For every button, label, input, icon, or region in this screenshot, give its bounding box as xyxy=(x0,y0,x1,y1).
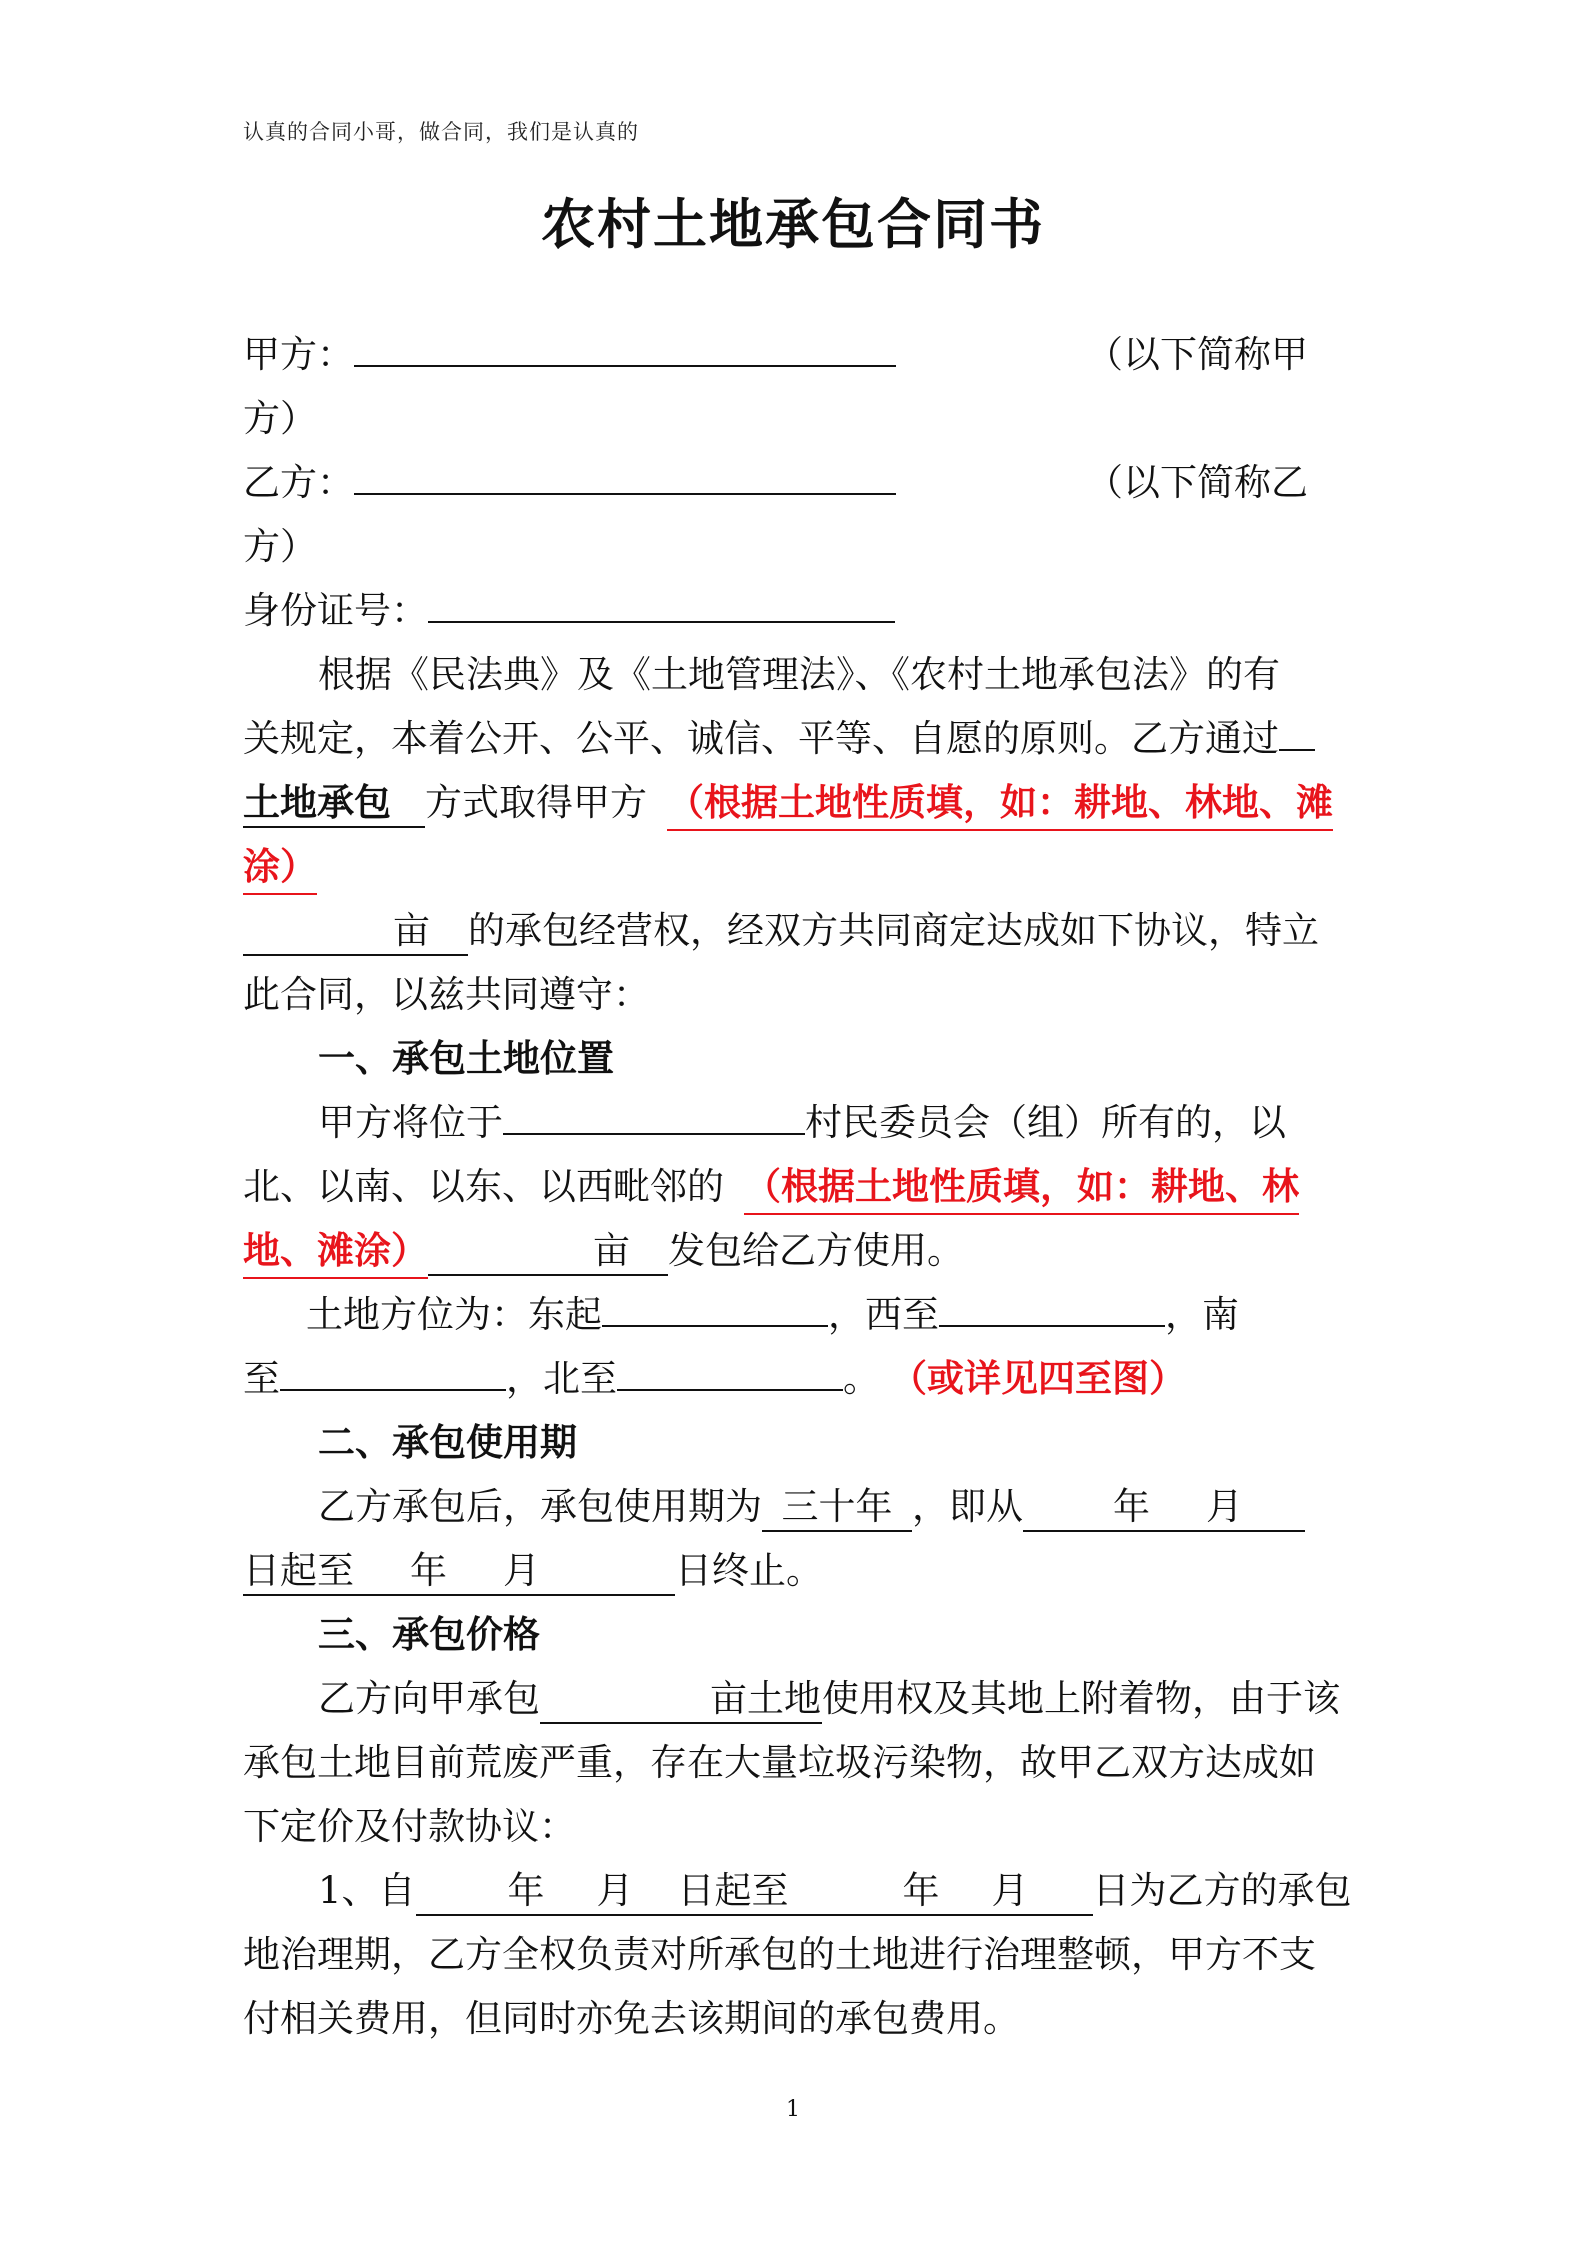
sec1-land-type-hint: （根据土地性质填，如：耕地、林 xyxy=(744,1161,1299,1215)
item-1-end-blank[interactable] xyxy=(811,1868,1093,1916)
item-1-end-month: 月 xyxy=(991,1869,1029,1912)
party-b-suffix: （以下简称乙 xyxy=(1086,461,1308,504)
party-b-wrap: 方） xyxy=(243,525,317,568)
sec3-line-1a: 乙方向甲承包 xyxy=(318,1677,540,1720)
sec3-item-1-line-3: 付相关费用，但同时亦免去该期间的承包费用。 xyxy=(243,1997,1020,2040)
section-3-heading: 三、承包价格 xyxy=(318,1613,540,1656)
sec1-line-3-text: 发包给乙方使用。 xyxy=(668,1229,964,1272)
intro-line-5-text: 的承包经营权，经双方共同商定达成如下协议，特立 xyxy=(468,909,1319,952)
party-b-label: 乙方： xyxy=(243,461,354,504)
sec1-line-2 xyxy=(243,1161,1299,1215)
area-unit: 亩 xyxy=(393,909,430,952)
id-number-line xyxy=(243,585,895,637)
id-number-blank[interactable] xyxy=(428,621,895,623)
sec3-area-blank[interactable] xyxy=(540,1676,822,1724)
intro-line-2-blank[interactable] xyxy=(1279,749,1315,751)
section-2-heading: 二、承包使用期 xyxy=(318,1421,577,1464)
sec3-line-2: 承包土地目前荒废严重，存在大量垃圾污染物，故甲乙双方达成如 xyxy=(243,1741,1316,1784)
item-1-month: 月 xyxy=(596,1869,634,1912)
term-value[interactable]: 三十年 xyxy=(762,1484,912,1532)
sec3-line-3: 下定价及付款协议： xyxy=(243,1805,576,1848)
sec3-line-1 xyxy=(318,1673,1340,1725)
start-date-blank[interactable] xyxy=(1023,1484,1305,1532)
page-number: 1 xyxy=(786,2097,800,2122)
item-1-end-year: 年 xyxy=(902,1869,940,1912)
sec1-line-1a: 甲方将位于 xyxy=(318,1101,503,1144)
day-from-label: 日起至 xyxy=(243,1549,354,1592)
sec1-bounds-line-2 xyxy=(243,1353,1186,1405)
sec3-area-unit: 亩土地 xyxy=(710,1677,821,1720)
sec1-line-3 xyxy=(243,1225,964,1279)
intro-line-1: 根据《民法典》及《土地管理法》、《农村土地承包法》的有 xyxy=(318,653,1280,696)
sec3-item-1-line-2: 地治理期，乙方全权负责对所承包的土地进行治理整顿，甲方不支 xyxy=(243,1933,1316,1976)
item-1-start-blank[interactable] xyxy=(416,1868,811,1916)
party-b-line xyxy=(243,457,1308,509)
intro-line-5 xyxy=(243,905,1319,957)
west-blank[interactable] xyxy=(939,1325,1165,1327)
intro-line-2-text: 关规定，本着公开、公平、诚信、平等、自愿的原则。乙方通过 xyxy=(243,717,1279,760)
item-1-prefix: 、自 xyxy=(341,1869,416,1912)
end-month-label: 月 xyxy=(503,1549,540,1592)
intro-line-6: 此合同，以兹共同遵守： xyxy=(243,973,650,1016)
sec1-area-unit: 亩 xyxy=(593,1229,630,1272)
start-year-label: 年 xyxy=(1113,1485,1150,1528)
north-label: ，北至 xyxy=(506,1357,617,1400)
sec1-line-1b: 村民委员会（组）所有的，以 xyxy=(805,1101,1286,1144)
land-type-hint: （根据土地性质填，如：耕地、林地、滩 xyxy=(667,777,1333,831)
item-1-number: 1 xyxy=(318,1869,342,1912)
section-1-heading: 一、承包土地位置 xyxy=(318,1037,614,1080)
south-wrap: 至 xyxy=(243,1357,280,1400)
party-a-label: 甲方： xyxy=(243,333,354,376)
west-label: ，西至 xyxy=(828,1293,939,1336)
bounds-end: 。 xyxy=(843,1357,880,1400)
intro-line-2 xyxy=(243,713,1315,765)
east-blank[interactable] xyxy=(602,1325,828,1327)
sec1-bounds-line xyxy=(306,1289,1239,1341)
item-1-from: 日起至 xyxy=(677,1869,789,1912)
day-end-label: 日终止。 xyxy=(675,1549,823,1592)
document-title: 农村土地承包合同书 xyxy=(541,193,1045,256)
sec2-line-1 xyxy=(318,1481,1305,1533)
party-b-blank[interactable] xyxy=(354,493,896,495)
sec2-line-1b: ，即从 xyxy=(912,1485,1023,1528)
land-type-hint-wrap: 涂） xyxy=(243,841,317,895)
party-a-suffix: （以下简称甲 xyxy=(1086,333,1308,376)
item-1-year: 年 xyxy=(507,1869,545,1912)
acquisition-method[interactable]: 土地承包 xyxy=(243,780,425,828)
south-label: ，南 xyxy=(1165,1293,1239,1336)
sec1-line-1 xyxy=(318,1097,1286,1149)
party-a-wrap: 方） xyxy=(243,397,317,440)
intro-line-3 xyxy=(243,777,1333,831)
village-blank[interactable] xyxy=(503,1133,805,1135)
start-month-label: 月 xyxy=(1206,1485,1243,1528)
north-blank[interactable] xyxy=(617,1389,843,1391)
end-year-label: 年 xyxy=(410,1549,447,1592)
sec2-line-2 xyxy=(243,1545,823,1597)
party-a-blank[interactable] xyxy=(354,365,896,367)
page-header: 认真的合同小哥，做合同，我们是认真的 xyxy=(243,120,639,144)
id-number-label: 身份证号： xyxy=(243,589,428,632)
sec2-line-1a: 乙方承包后，承包使用期为 xyxy=(318,1485,762,1528)
sec1-line-2-text: 北、以南、以东、以西毗邻的 xyxy=(243,1165,724,1208)
end-date-blank[interactable] xyxy=(243,1548,675,1596)
party-a-line xyxy=(243,329,1308,381)
sec1-land-type-hint-wrap: 地、滩涂） xyxy=(243,1225,428,1279)
bounds-label: 土地方位为：东起 xyxy=(306,1293,602,1336)
sec1-area-blank[interactable] xyxy=(428,1228,668,1276)
south-blank[interactable] xyxy=(280,1389,506,1391)
item-1-suffix: 日为乙方的承包 xyxy=(1092,1869,1352,1912)
area-blank[interactable] xyxy=(243,908,468,956)
sec3-line-1b: 使用权及其地上附着物，由于该 xyxy=(822,1677,1340,1720)
sec3-item-1 xyxy=(318,1865,1352,1917)
intro-line-3-text: 方式取得甲方 xyxy=(425,781,647,824)
intro-line-4 xyxy=(243,841,317,895)
boundary-map-hint: （或详见四至图） xyxy=(890,1357,1186,1400)
